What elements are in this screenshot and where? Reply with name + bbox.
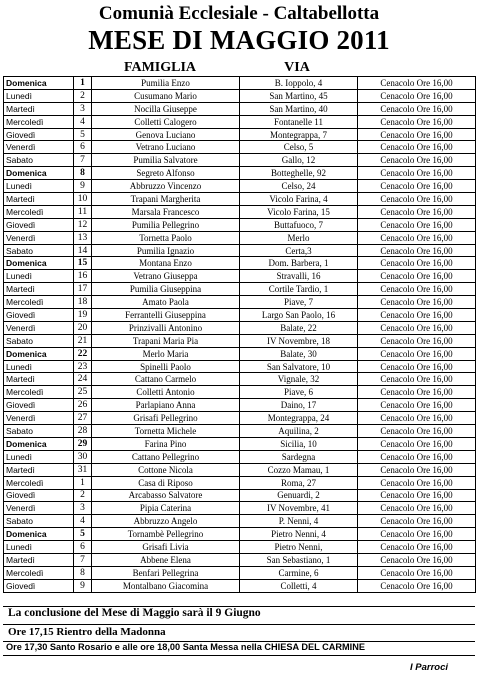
address-cell: Pietro Nenni, 4 [240,528,358,541]
table-row [4,180,476,193]
address-cell: Vicolo Farina, 4 [240,193,358,206]
day-cell: Venerdì [4,231,74,244]
table-row [4,193,476,206]
table-row [4,128,476,141]
table-row [4,218,476,231]
address-cell: San Salvatore, 10 [240,360,358,373]
cenacolo-cell: Cenacolo Ore 16,00 [358,270,476,283]
date-number: 5 [74,528,92,541]
date-number: 11 [74,205,92,218]
mass-note: Ore 17,30 Santo Rosario e alle ore 18,00 Santa Messa nella CHIESA DEL CARMINE [6,642,365,652]
date-number: 20 [74,321,92,334]
day-cell: Lunedì [4,270,74,283]
table-row [4,502,476,515]
date-number: 3 [74,102,92,115]
table-row [4,321,476,334]
address-cell: Colletti, 4 [240,579,358,592]
date-number: 9 [74,180,92,193]
table-row [4,167,476,180]
cenacolo-cell: Cenacolo Ore 16,00 [358,141,476,154]
address-cell: Merlo [240,231,358,244]
day-cell: Domenica [4,437,74,450]
family-cell: Grisafi Pellegrino [92,412,240,425]
day-cell: Giovedì [4,309,74,322]
day-cell: Giovedì [4,218,74,231]
address-cell: Gallo, 12 [240,154,358,167]
table-row [4,463,476,476]
table-row [4,386,476,399]
table-row [4,412,476,425]
cenacolo-cell: Cenacolo Ore 16,00 [358,218,476,231]
cenacolo-cell: Cenacolo Ore 16,00 [358,128,476,141]
signature: I Parroci [409,662,448,673]
address-cell: Vicolo Farina, 15 [240,205,358,218]
date-number: 29 [74,437,92,450]
address-cell: P. Nenni, 4 [240,515,358,528]
community-title: Comunià Ecclesiale - Caltabellotta [98,3,380,24]
day-cell: Lunedì [4,89,74,102]
date-number: 19 [74,309,92,322]
procession-note: Ore 17,15 Rientro della Madonna [8,626,166,638]
table-row [4,231,476,244]
table-row [4,283,476,296]
table-row [4,115,476,128]
date-number: 7 [74,154,92,167]
address-cell: Cortile Tardio, 1 [240,283,358,296]
day-cell: Mercoledì [4,115,74,128]
table-row [4,515,476,528]
address-cell: Carmine, 6 [240,566,358,579]
table-row [4,257,476,270]
address-cell: Montegrappa, 24 [240,412,358,425]
date-number: 24 [74,373,92,386]
day-cell: Giovedì [4,579,74,592]
closing-note: La conclusione del Mese di Maggio sarà il 9 Giugno [8,607,261,619]
family-cell: Montana Enzo [92,257,240,270]
family-cell: Farina Pino [92,437,240,450]
date-number: 21 [74,334,92,347]
day-cell: Lunedì [4,541,74,554]
address-cell: Daino, 17 [240,399,358,412]
cenacolo-cell: Cenacolo Ore 16,00 [358,309,476,322]
table-row [4,77,476,90]
address-cell: San Martino, 45 [240,89,358,102]
cenacolo-cell: Cenacolo Ore 16,00 [358,347,476,360]
address-cell: Fontanelle 11 [240,115,358,128]
date-number: 4 [74,515,92,528]
family-cell: Cottone Nicola [92,463,240,476]
family-cell: Grisafi Livia [92,541,240,554]
family-cell: Pumilia Pellegrino [92,218,240,231]
table-row [4,347,476,360]
schedule-rows [4,77,476,593]
cenacolo-cell: Cenacolo Ore 16,00 [358,541,476,554]
family-cell: Pumilia Giuseppina [92,283,240,296]
cenacolo-cell: Cenacolo Ore 16,00 [358,579,476,592]
table-row [4,489,476,502]
date-number: 31 [74,463,92,476]
family-cell: Tornambè Pellegrino [92,528,240,541]
address-cell: Stravalli, 16 [240,270,358,283]
day-cell: Domenica [4,77,74,90]
table-row [4,309,476,322]
address-cell: Sardegna [240,450,358,463]
day-cell: Domenica [4,257,74,270]
table-row [4,437,476,450]
page-title: MESE DI MAGGIO 2011 [88,25,390,55]
table-row [4,399,476,412]
cenacolo-cell: Cenacolo Ore 16,00 [358,463,476,476]
address-cell: Celso, 5 [240,141,358,154]
cenacolo-cell: Cenacolo Ore 16,00 [358,102,476,115]
schedule-sheet [2,2,476,676]
table-row [4,141,476,154]
family-cell: Abbene Elena [92,553,240,566]
date-number: 2 [74,489,92,502]
cenacolo-cell: Cenacolo Ore 16,00 [358,373,476,386]
day-cell: Martedì [4,283,74,296]
day-cell: Sabato [4,515,74,528]
table-row [4,579,476,592]
family-cell: Segreto Alfonso [92,167,240,180]
family-cell: Trapani Margherita [92,193,240,206]
table-row [4,244,476,257]
table-row [4,334,476,347]
date-number: 13 [74,231,92,244]
day-cell: Domenica [4,167,74,180]
day-cell: Mercoledì [4,205,74,218]
cenacolo-cell: Cenacolo Ore 16,00 [358,553,476,566]
cenacolo-cell: Cenacolo Ore 16,00 [358,502,476,515]
cenacolo-cell: Cenacolo Ore 16,00 [358,450,476,463]
address-cell: Cozzo Mamau, 1 [240,463,358,476]
family-cell: Tornetta Michele [92,425,240,438]
address-cell: Genuardi, 2 [240,489,358,502]
day-cell: Mercoledì [4,476,74,489]
day-cell: Sabato [4,154,74,167]
address-cell: IV Novembre, 41 [240,502,358,515]
day-cell: Martedì [4,102,74,115]
table-row [4,541,476,554]
date-number: 27 [74,412,92,425]
day-cell: Venerdì [4,412,74,425]
cenacolo-cell: Cenacolo Ore 16,00 [358,425,476,438]
cenacolo-cell: Cenacolo Ore 16,00 [358,89,476,102]
date-number: 9 [74,579,92,592]
family-cell: Colletti Calogero [92,115,240,128]
cenacolo-cell: Cenacolo Ore 16,00 [358,321,476,334]
day-cell: Mercoledì [4,386,74,399]
address-cell: Vignale, 32 [240,373,358,386]
date-number: 14 [74,244,92,257]
family-cell: Prinzivalli Antonino [92,321,240,334]
family-cell: Montalbano Giacomina [92,579,240,592]
cenacolo-cell: Cenacolo Ore 16,00 [358,257,476,270]
table-row [4,102,476,115]
date-number: 18 [74,296,92,309]
date-number: 2 [74,89,92,102]
date-number: 23 [74,360,92,373]
table-row [4,553,476,566]
family-cell: Pumilia Enzo [92,77,240,90]
date-number: 1 [74,476,92,489]
date-number: 3 [74,502,92,515]
cenacolo-cell: Cenacolo Ore 16,00 [358,231,476,244]
date-number: 25 [74,386,92,399]
address-cell: Pietro Nenni, [240,541,358,554]
date-number: 15 [74,257,92,270]
table-row [4,373,476,386]
table-row [4,89,476,102]
family-cell: Arcabasso Salvatore [92,489,240,502]
address-cell: Certa,3 [240,244,358,257]
cenacolo-cell: Cenacolo Ore 16,00 [358,296,476,309]
family-cell: Cattano Pellegrino [92,450,240,463]
address-cell: Balate, 22 [240,321,358,334]
day-cell: Lunedì [4,360,74,373]
family-cell: Nocilla Giuseppe [92,102,240,115]
date-number: 8 [74,566,92,579]
family-cell: Merlo Maria [92,347,240,360]
address-cell: San Martino, 40 [240,102,358,115]
address-cell: Dom. Barbera, 1 [240,257,358,270]
date-number: 6 [74,141,92,154]
table-row [4,296,476,309]
divider [3,624,475,625]
cenacolo-cell: Cenacolo Ore 16,00 [358,399,476,412]
family-cell: Amato Paola [92,296,240,309]
family-cell: Parlapiano Anna [92,399,240,412]
cenacolo-cell: Cenacolo Ore 16,00 [358,244,476,257]
cenacolo-cell: Cenacolo Ore 16,00 [358,334,476,347]
family-cell: Marsala Francesco [92,205,240,218]
family-cell: Abbruzzo Angelo [92,515,240,528]
cenacolo-cell: Cenacolo Ore 16,00 [358,205,476,218]
cenacolo-cell: Cenacolo Ore 16,00 [358,412,476,425]
day-cell: Martedì [4,463,74,476]
cenacolo-cell: Cenacolo Ore 16,00 [358,386,476,399]
family-cell: Ferrantelli Giuseppina [92,309,240,322]
column-header-via: VIA [284,60,310,75]
address-cell: Sicilia, 10 [240,437,358,450]
address-cell: San Sebastiano, 1 [240,553,358,566]
date-number: 4 [74,115,92,128]
day-cell: Martedì [4,193,74,206]
family-cell: Pumilia Ignazio [92,244,240,257]
date-number: 10 [74,193,92,206]
day-cell: Giovedì [4,399,74,412]
cenacolo-cell: Cenacolo Ore 16,00 [358,489,476,502]
table-row [4,360,476,373]
day-cell: Giovedì [4,128,74,141]
day-cell: Venerdì [4,141,74,154]
day-cell: Mercoledì [4,566,74,579]
table-row [4,476,476,489]
address-cell: Aquilina, 2 [240,425,358,438]
address-cell: B. Ioppolo, 4 [240,77,358,90]
cenacolo-cell: Cenacolo Ore 16,00 [358,180,476,193]
table-row [4,450,476,463]
date-number: 6 [74,541,92,554]
day-cell: Lunedì [4,180,74,193]
family-cell: Cusumano Mario [92,89,240,102]
family-cell: Genova Luciano [92,128,240,141]
date-number: 5 [74,128,92,141]
cenacolo-cell: Cenacolo Ore 16,00 [358,77,476,90]
address-cell: Largo San Paolo, 16 [240,309,358,322]
cenacolo-cell: Cenacolo Ore 16,00 [358,360,476,373]
cenacolo-cell: Cenacolo Ore 16,00 [358,515,476,528]
address-cell: Celso, 24 [240,180,358,193]
date-number: 26 [74,399,92,412]
address-cell: Buttafuoco, 7 [240,218,358,231]
date-number: 22 [74,347,92,360]
day-cell: Martedì [4,373,74,386]
cenacolo-cell: Cenacolo Ore 16,00 [358,566,476,579]
date-number: 8 [74,167,92,180]
day-cell: Sabato [4,425,74,438]
date-number: 7 [74,553,92,566]
table-row [4,425,476,438]
cenacolo-cell: Cenacolo Ore 16,00 [358,154,476,167]
table-row [4,566,476,579]
date-number: 28 [74,425,92,438]
family-cell: Colletti Antonio [92,386,240,399]
cenacolo-cell: Cenacolo Ore 16,00 [358,283,476,296]
date-number: 16 [74,270,92,283]
address-cell: Balate, 30 [240,347,358,360]
cenacolo-cell: Cenacolo Ore 16,00 [358,476,476,489]
day-cell: Sabato [4,244,74,257]
address-cell: Botteghelle, 92 [240,167,358,180]
table-row [4,528,476,541]
family-cell: Vetrano Giuseppa [92,270,240,283]
day-cell: Mercoledì [4,296,74,309]
date-number: 12 [74,218,92,231]
divider [3,655,475,656]
date-number: 30 [74,450,92,463]
family-cell: Cattano Carmelo [92,373,240,386]
day-cell: Martedì [4,553,74,566]
schedule-table [3,76,476,593]
family-cell: Casa di Riposo [92,476,240,489]
date-number: 1 [74,77,92,90]
table-row [4,205,476,218]
address-cell: Montegrappa, 7 [240,128,358,141]
table-row [4,270,476,283]
cenacolo-cell: Cenacolo Ore 16,00 [358,115,476,128]
day-cell: Domenica [4,528,74,541]
address-cell: IV Novembre, 18 [240,334,358,347]
family-cell: Benfari Pellegrina [92,566,240,579]
family-cell: Spinelli Paolo [92,360,240,373]
family-cell: Abbruzzo Vincenzo [92,180,240,193]
day-cell: Venerdì [4,502,74,515]
column-header-famiglia: FAMIGLIA [123,60,197,75]
cenacolo-cell: Cenacolo Ore 16,00 [358,193,476,206]
day-cell: Venerdì [4,321,74,334]
day-cell: Giovedì [4,489,74,502]
day-cell: Domenica [4,347,74,360]
date-number: 17 [74,283,92,296]
family-cell: Pumilia Salvatore [92,154,240,167]
address-cell: Piave, 7 [240,296,358,309]
day-cell: Lunedì [4,450,74,463]
family-cell: Pipia Caterina [92,502,240,515]
family-cell: Vetrano Luciano [92,141,240,154]
address-cell: Roma, 27 [240,476,358,489]
address-cell: Piave, 6 [240,386,358,399]
day-cell: Sabato [4,334,74,347]
family-cell: Tornetta Paolo [92,231,240,244]
cenacolo-cell: Cenacolo Ore 16,00 [358,437,476,450]
family-cell: Trapani Maria Pia [92,334,240,347]
cenacolo-cell: Cenacolo Ore 16,00 [358,528,476,541]
cenacolo-cell: Cenacolo Ore 16,00 [358,167,476,180]
table-row [4,154,476,167]
